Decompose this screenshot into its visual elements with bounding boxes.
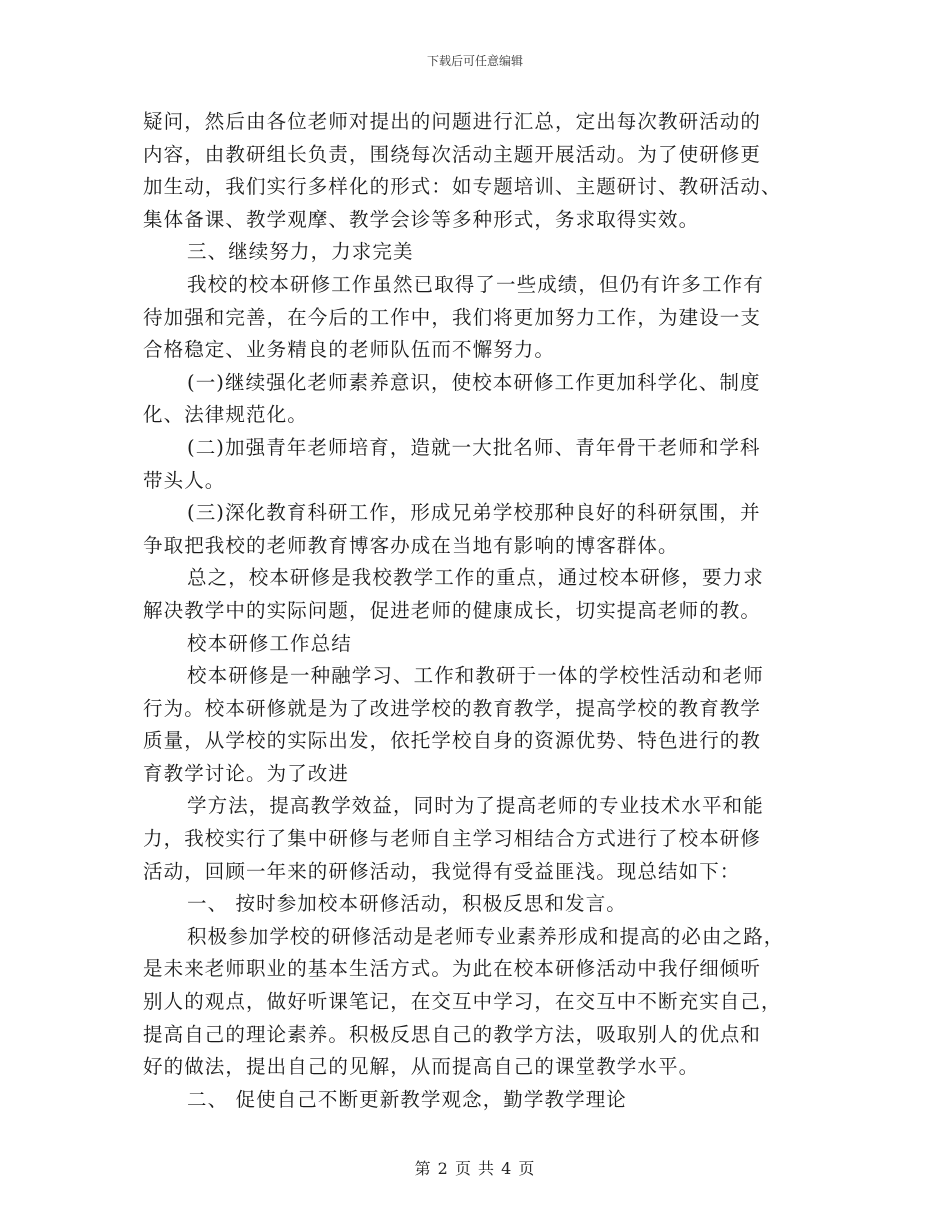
text-line: 带头人。 [143, 468, 226, 492]
page-header: 下载后可任意编辑 [426, 54, 523, 68]
text-line: 提高自己的理论素养。积极反思自己的教学方法，吸取别人的优点和 [143, 1022, 762, 1046]
text-line: 集体备课、教学观摩、教学会诊等多种形式，务求取得实效。 [143, 207, 700, 231]
text-line: 总之，校本研修是我校教学工作的重点，通过校本研修，要力求 [187, 566, 764, 590]
text-line: 行为。校本研修就是为了改进学校的教育教学，提高学校的教育教学 [143, 696, 762, 720]
text-line: (二)加强青年老师培育，造就一大批名师、青年骨干老师和学科 [187, 435, 761, 459]
text-line: 质量，从学校的实际出发，依托学校自身的资源优势、特色进行的教 [143, 729, 762, 753]
text-line: 解决教学中的实际问题，促进老师的健康成长，切实提高老师的教。 [143, 598, 762, 622]
text-line: 待加强和完善，在今后的工作中，我们将更加努力工作，为建设一支 [143, 305, 762, 329]
text-line: 争取把我校的老师教育博客办成在当地有影响的博客群体。 [143, 533, 679, 557]
text-line: (三)深化教育科研工作，形成兄弟学校那种良好的科研氛围，并 [187, 501, 761, 525]
text-line: 一、 按时参加校本研修活动，积极反思和发言。 [187, 892, 627, 916]
text-line: 加生动，我们实行多样化的形式：如专题培训、主题研讨、教研活动、 [143, 175, 782, 199]
text-line: 积极参加学校的研修活动是老师专业素养形成和提高的必由之路， [187, 924, 785, 948]
page-footer: 第 2 页 共 4 页 [414, 1159, 536, 1178]
text-line: 力，我校实行了集中研修与老师自主学习相结合方式进行了校本研修 [143, 827, 762, 851]
text-line: 别人的观点，做好听课笔记，在交互中学习，在交互中不断充实自己， [143, 990, 782, 1014]
document-body [143, 106, 813, 1116]
text-line: 疑问，然后由各位老师对提出的问题进行汇总，定出每次教研活动的 [143, 110, 762, 133]
text-line: 三、继续努力，力求完美 [187, 240, 414, 264]
text-line: 是未来老师职业的基本生活方式。为此在校本研修活动中我仔细倾听 [143, 957, 762, 981]
text-line: (一)继续强化老师素养意识，使校本研修工作更加科学化、制度 [187, 370, 761, 394]
text-line: 活动，回顾一年来的研修活动，我觉得有受益匪浅。现总结如下： [143, 859, 741, 883]
text-line: 合格稳定、业务精良的老师队伍而不懈努力。 [143, 338, 556, 362]
text-line: 内容，由教研组长负责，围绕每次活动主题开展活动。为了使研修更 [143, 142, 762, 166]
text-line: 学方法，提高教学效益，同时为了提高老师的专业技术水平和能 [187, 794, 764, 818]
text-line: 二、 促使自己不断更新教学观念，勤学教学理论 [187, 1087, 627, 1111]
text-line: 好的做法，提出自己的见解，从而提高自己的课堂教学水平。 [143, 1055, 700, 1079]
text-line: 我校的校本研修工作虽然已取得了一些成绩，但仍有许多工作有 [187, 272, 764, 296]
text-line: 育教学讨论。为了改进 [143, 761, 350, 785]
text-line: 校本研修工作总结 [187, 631, 352, 655]
text-line: 校本研修是一种融学习、工作和教研于一体的学校性活动和老师 [187, 664, 764, 688]
text-line: 化、法律规范化。 [143, 403, 308, 427]
